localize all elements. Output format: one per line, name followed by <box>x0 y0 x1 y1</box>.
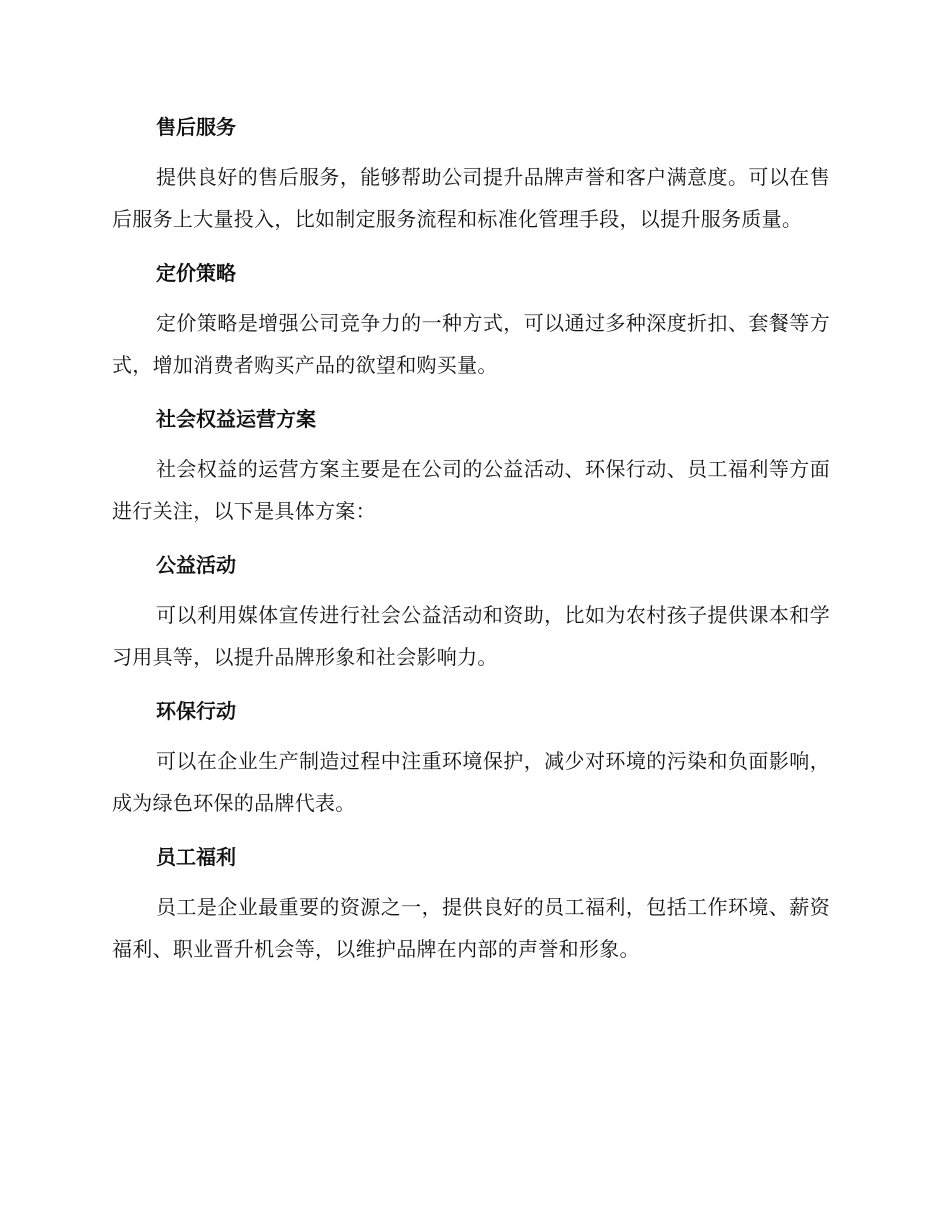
section-heading: 公益活动 <box>156 553 236 577</box>
section-heading: 环保行动 <box>156 699 236 723</box>
section-heading: 定价策略 <box>156 261 236 285</box>
document-page <box>112 108 830 984</box>
section-paragraph: 提供良好的售后服务，能够帮助公司提升品牌声誉和客户满意度。可以在售后服务上大量投入，比如制定服务流程和标准化管理手段，以提升服务质量。 <box>112 165 830 231</box>
section-heading: 售后服务 <box>156 115 236 139</box>
section-environmental <box>112 692 830 824</box>
section-after-sales <box>112 108 830 240</box>
section-employee-benefits <box>112 838 830 970</box>
section-paragraph: 可以在企业生产制造过程中注重环境保护，减少对环境的污染和负面影响，成为绿色环保的品牌代表。 <box>112 749 830 815</box>
section-public-welfare <box>112 546 830 678</box>
section-paragraph: 可以利用媒体宣传进行社会公益活动和资助，比如为农村孩子提供课本和学习用具等，以提升品牌形象和社会影响力。 <box>112 603 830 669</box>
section-social-rights <box>112 400 830 532</box>
section-paragraph: 员工是企业最重要的资源之一，提供良好的员工福利，包括工作环境、薪资福利、职业晋升机会等，以维护品牌在内部的声誉和形象。 <box>112 895 830 961</box>
section-paragraph: 社会权益的运营方案主要是在公司的公益活动、环保行动、员工福利等方面进行关注，以下是具体方案： <box>112 457 830 523</box>
section-heading: 员工福利 <box>156 845 236 869</box>
section-pricing <box>112 254 830 386</box>
section-heading: 社会权益运营方案 <box>156 407 316 431</box>
section-paragraph: 定价策略是增强公司竞争力的一种方式，可以通过多种深度折扣、套餐等方式，增加消费者购买产品的欲望和购买量。 <box>112 311 830 377</box>
